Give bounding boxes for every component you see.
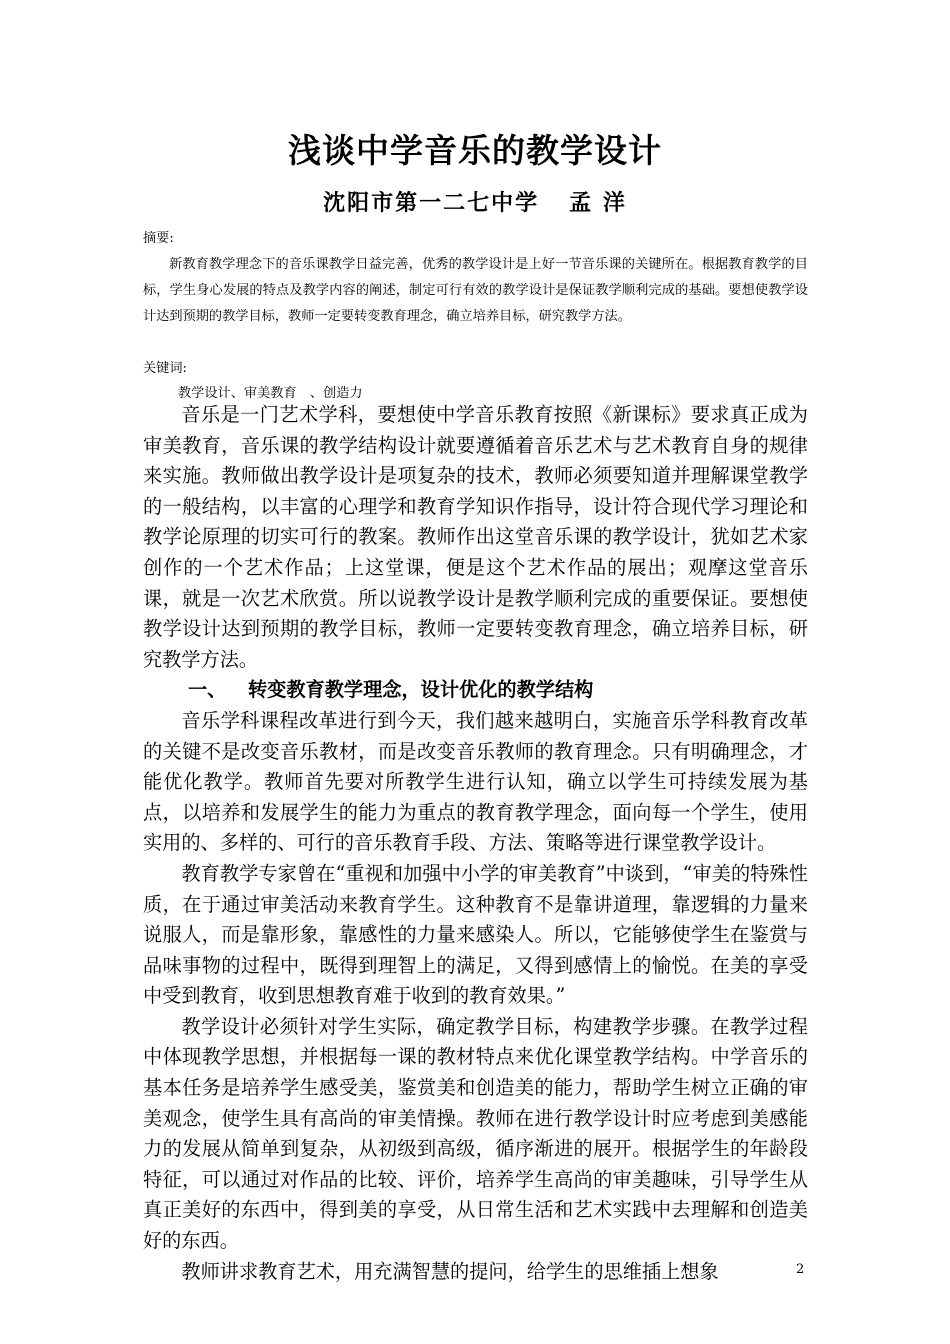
- abstract-text: 新教育教学理念下的音乐课教学日益完善，优秀的教学设计是上好一节音乐课的关键所在。根据教育教学的目标，学生身心发展的特点及教学内容的阐述，制定可行有效的教学设计是保证教学顺利完成的基础。要想使教学设计达到预期的教学目标，教师一定要转变教育理念，确立培养目标，研究教学方法。: [143, 257, 808, 324]
- paragraph-3: 教育教学专家曾在“重视和加强中小学的审美教育”中谈到，“审美的特殊性质，在于通过审美活动来教育学生。这种教育不是靠讲道理，靠逻辑的力量来说服人，而是靠形象，靠感性的力量来感染人。所以，它能够使学生在鉴赏与品味事物的过程中，既得到理智上的满足，又得到感情上的愉悦。在美的享受中受到教育，收到思想教育难于收到的教育效果。”: [143, 861, 808, 1008]
- abstract-label: 摘要:: [143, 231, 174, 246]
- section-number: 一、: [188, 678, 227, 702]
- section-heading-1: [143, 675, 808, 706]
- paragraph-5: 教师讲求教育艺术，用充满智慧的提问，给学生的思维插上想象: [181, 1259, 719, 1283]
- paragraph-intro: 音乐是一门艺术学科，要想使中学音乐教育按照《新课标》要求真正成为审美教育，音乐课的教学结构设计就要遵循着音乐艺术与艺术教育自身的规律来实施。教师做出教学设计是项复杂的技术，教师必须要知道并理解课堂教学的一般结构，以丰富的心理学和教育学知识作指导，设计符合现代学习理论和教学论原理的切实可行的教案。教师作出这堂音乐课的教学设计，犹如艺术家创作的一个艺术作品；上这堂课，便是这个艺术作品的展出；观摩这堂音乐课，就是一次艺术欣赏。所以说教学设计是教学顺利完成的重要保证。要想使教学设计达到预期的教学目标，教师一定要转变教育理念，确立培养目标，研究教学方法。: [143, 403, 808, 671]
- keywords-text: 教学设计、审美教育 、创造力: [178, 386, 363, 401]
- paragraph-4: 教学设计必须针对学生实际，确定教学目标，构建教学步骤。在教学过程中体现教学思想，并根据每一课的教材特点来优化课堂教学结构。中学音乐的基本任务是培养学生感受美，鉴赏美和创造美的能力，帮助学生树立正确的审美观念，使学生具有高尚的审美情操。教师在进行教学设计时应考虑到美感能力的发展从简单到复杂，从初级到高级，循序渐进的展开。根据学生的年龄段特征，可以通过对作品的比较、评价，培养学生高尚的审美趣味，引导学生从真正美好的东西中，得到美的享受，从日常生活和艺术实践中去理解和创造美好的东西。: [143, 1014, 808, 1253]
- document-title: 浅谈中学音乐的教学设计: [288, 131, 662, 170]
- author-school: 沈阳市第一二七中学: [323, 190, 540, 216]
- author-name: 孟 洋: [569, 190, 627, 216]
- author-line: [0, 186, 950, 217]
- keywords-label: 关键词:: [143, 361, 188, 376]
- section-title: 转变教育教学理念，设计优化的教学结构: [248, 678, 594, 702]
- paragraph-2: 音乐学科课程改革进行到今天，我们越来越明白，实施音乐学科教育改革的关键不是改变音乐教材，而是改变音乐教师的教育理念。只有明确理念，才能优化教学。教师首先要对所教学生进行认知，确立以学生可持续发展为基点，以培养和发展学生的能力为重点的教育教学理念，面向每一个学生，使用实用的、多样的、可行的音乐教育手段、方法、策略等进行课堂教学设计。: [143, 708, 808, 855]
- page-number: 2: [796, 1262, 805, 1277]
- body-text: [143, 400, 808, 1287]
